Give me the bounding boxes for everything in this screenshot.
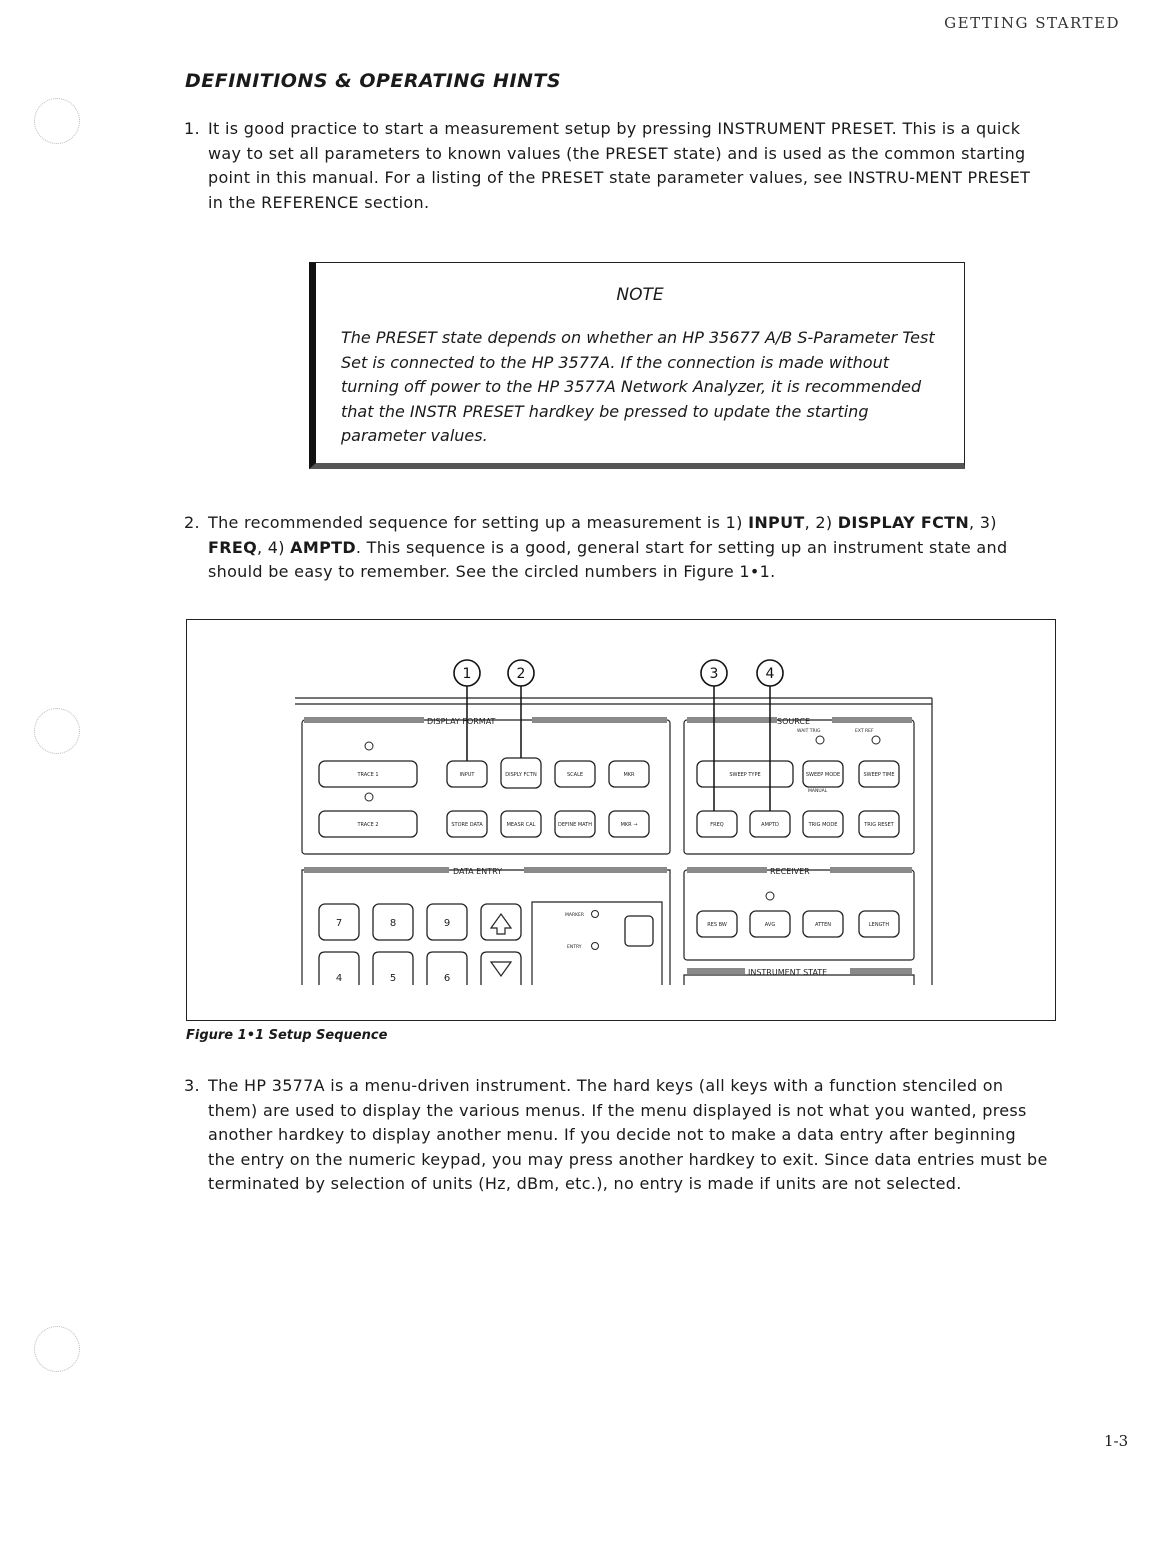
trace1-label: TRACE 1	[357, 772, 379, 778]
section-label-receiver: RECEIVER	[770, 867, 810, 876]
list-item-2	[184, 511, 1048, 585]
binder-hole	[34, 708, 80, 754]
section-label-data-entry: DATA ENTRY	[453, 867, 503, 876]
section-label-display: DISPLAY FORMAT	[427, 717, 496, 726]
digit-4-label: 4	[335, 973, 343, 984]
atten-label: ATTEN	[815, 922, 831, 928]
digit-5-label: 5	[389, 973, 397, 984]
item-number: 1.	[184, 119, 200, 138]
led-indicator	[816, 736, 824, 744]
trig-mode-label: TRIG MODE	[808, 822, 838, 828]
item-number: 3.	[184, 1076, 200, 1095]
wait-trig-label: WAIT TRIG	[797, 729, 821, 734]
header-stripe	[532, 717, 667, 723]
item-text: The recommended sequence for setting up a measurement is 1)	[208, 513, 749, 532]
callout-number: 1	[462, 666, 472, 682]
key-freq-ref: FREQ	[208, 537, 257, 557]
note-text: The PRESET state depends on whether an HP 35677 A/B S-Parameter Test Set is connected to the HP 3577A. If the connection is made without turning off power to the HP 3577A Network Analyzer, it is recommended that the INSTR PRESET hardkey be pressed to update the starting parameter values.	[341, 328, 935, 445]
page-number: 1-3	[1104, 1432, 1129, 1450]
item-text: , 2)	[804, 513, 838, 532]
digit-7-label: 7	[335, 918, 343, 929]
entry-led-label: ENTRY	[567, 945, 582, 950]
store-data-label: STORE DATA	[451, 822, 483, 828]
define-math-label: DEFINE MATH	[557, 822, 593, 828]
header-stripe	[830, 867, 912, 873]
led-indicator	[592, 943, 599, 950]
sweep-mode-label: SWEEP MODE	[805, 772, 841, 778]
list-item-3	[184, 1074, 1048, 1197]
input-label: INPUT	[459, 772, 475, 778]
display-fctn-label: DISPLY FCTN	[505, 772, 537, 778]
item-text: . This sequence is a good, general start for setting up an instrument state and should be easy to remember. See the circled numbers in Figure 1•1.	[208, 537, 1008, 581]
note-box	[309, 262, 965, 469]
measr-cal-label: MEASR CAL	[506, 822, 536, 828]
front-panel-diagram	[187, 620, 1055, 1020]
trace2-label: TRACE 2	[357, 822, 379, 828]
amptd-label: AMPTD	[761, 822, 779, 828]
digit-9-label: 9	[443, 918, 451, 929]
binder-hole	[34, 1326, 80, 1372]
running-header: GETTING STARTED	[944, 14, 1120, 32]
led-indicator	[766, 892, 774, 900]
list-item-1	[184, 117, 1048, 215]
callout-number: 3	[709, 666, 719, 682]
item-text: , 4)	[256, 537, 291, 557]
knob-key[interactable]	[625, 916, 653, 946]
key-amptd-ref: AMPTD	[290, 537, 356, 557]
section-title: DEFINITIONS & OPERATING HINTS	[185, 70, 562, 92]
avg-label: AVG	[764, 922, 776, 928]
freq-label: FREQ	[710, 822, 724, 828]
manual-label: MANUAL	[808, 789, 828, 794]
header-stripe	[687, 717, 777, 723]
sweep-time-label: SWEEP TIME	[863, 772, 895, 778]
digit-6-label: 6	[443, 973, 451, 984]
mkr-label: MKR	[623, 772, 635, 778]
item-text: , 3)	[969, 513, 997, 532]
item-number: 2.	[184, 513, 200, 532]
section-label-instrument-state: INSTRUMENT STATE	[748, 968, 828, 977]
key-input-ref: INPUT	[748, 513, 805, 532]
ext-ref-label: EXT REF	[855, 729, 874, 734]
mkr-arrow-label: MKR →	[620, 822, 638, 828]
marker-led-label: MARKER	[565, 913, 585, 918]
callout-number: 2	[516, 666, 526, 682]
trig-reset-label: TRIG RESET	[864, 822, 894, 828]
header-stripe	[304, 717, 424, 723]
scale-label: SCALE	[566, 772, 584, 778]
sweep-type-label: SWEEP TYPE	[729, 772, 761, 778]
led-indicator	[365, 793, 373, 801]
length-label: LENGTH	[868, 922, 890, 928]
item-text: It is good practice to start a measurement setup by pressing INSTRUMENT PRESET. This is a quick way to set all parameters to known values (the PRESET state) and is used as the common starting point in this manual. For a listing of the PRESET state parameter values, see INSTRU-MENT PRESET in the REFERENCE section.	[208, 119, 1031, 212]
header-stripe	[832, 717, 912, 723]
callout-number: 4	[765, 666, 775, 682]
note-heading: NOTE	[616, 285, 664, 305]
header-stripe	[687, 968, 745, 974]
step-down-key[interactable]	[481, 952, 521, 985]
led-indicator	[365, 742, 373, 750]
header-stripe	[524, 867, 667, 873]
led-indicator	[592, 911, 599, 918]
binder-hole	[34, 98, 80, 144]
led-indicator	[872, 736, 880, 744]
header-stripe	[850, 968, 912, 974]
section-label-source: SOURCE	[777, 717, 811, 726]
item-text: The HP 3577A is a menu-driven instrument. The hard keys (all keys with a function stenciled on them) are used to display the various menus. If the menu displayed is not what you wanted, press another hardkey to display another menu. If you decide not to make a data entry after beginning the entry on the numeric keypad, you may press another hardkey to exit. Since data entries must be terminated by selection of units (Hz, dBm, etc.), no entry is made if units are not selected.	[208, 1076, 1048, 1193]
digit-8-label: 8	[389, 918, 397, 929]
figure-setup-sequence	[186, 619, 1056, 1021]
res-bw-label: RES BW	[707, 922, 727, 928]
header-stripe	[687, 867, 767, 873]
key-display-fctn-ref: DISPLAY FCTN	[837, 513, 970, 532]
figure-caption: Figure 1•1 Setup Sequence	[186, 1028, 388, 1043]
header-stripe	[304, 867, 449, 873]
